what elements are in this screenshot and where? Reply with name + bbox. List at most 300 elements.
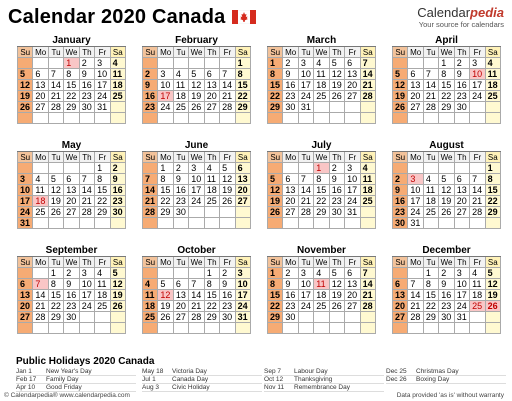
day-cell [486, 218, 501, 229]
day-cell: 31 [95, 102, 110, 113]
month-name: June [142, 140, 251, 152]
day-cell: 3 [80, 268, 95, 279]
day-cell: 21 [424, 91, 439, 102]
day-cell [330, 102, 345, 113]
day-cell: 20 [455, 196, 470, 207]
day-cell: 17 [189, 185, 204, 196]
day-cell: 27 [345, 91, 360, 102]
day-cell [111, 312, 126, 323]
holiday-name: New Year's Day [46, 368, 92, 375]
day-cell: 12 [220, 174, 235, 185]
day-cell: 20 [64, 196, 79, 207]
day-cell: 17 [299, 80, 314, 91]
day-cell: 9 [143, 80, 158, 91]
day-cell: 16 [455, 80, 470, 91]
day-cell [314, 102, 329, 113]
month-name: October [142, 245, 251, 257]
weekday-header: We [314, 47, 329, 58]
holiday-row [16, 368, 136, 376]
weekday-header: Fr [470, 152, 485, 163]
day-cell: 22 [158, 196, 173, 207]
day-cell: 31 [18, 218, 33, 229]
day-cell [49, 113, 64, 124]
day-cell: 8 [236, 69, 251, 80]
weekday-header: Su [268, 152, 283, 163]
day-cell: 27 [393, 312, 408, 323]
day-cell: 16 [283, 290, 298, 301]
weekday-header: We [439, 47, 454, 58]
day-cell: 21 [220, 91, 235, 102]
day-cell: 29 [64, 102, 79, 113]
day-cell: 20 [236, 185, 251, 196]
day-cell [470, 113, 485, 124]
day-cell: 16 [439, 290, 454, 301]
holiday-row [142, 368, 262, 376]
canada-flag-icon [232, 10, 256, 24]
day-cell: 30 [64, 312, 79, 323]
weekday-header: Tu [299, 47, 314, 58]
day-cell: 15 [236, 80, 251, 91]
day-cell [408, 323, 423, 334]
day-cell [236, 113, 251, 124]
day-cell: 30 [393, 218, 408, 229]
day-cell: 12 [330, 279, 345, 290]
holiday-name: Good Friday [46, 384, 82, 391]
day-cell: 17 [158, 91, 173, 102]
day-cell: 17 [95, 80, 110, 91]
day-cell [205, 113, 220, 124]
day-cell: 5 [268, 174, 283, 185]
holiday-row [264, 376, 384, 384]
day-cell: 26 [268, 207, 283, 218]
day-cell: 1 [268, 58, 283, 69]
day-cell: 18 [470, 290, 485, 301]
day-cell: 28 [33, 312, 48, 323]
day-cell [49, 58, 64, 69]
day-cell: 18 [361, 185, 376, 196]
day-cell: 12 [486, 279, 501, 290]
holiday-date: Oct 12 [264, 376, 284, 383]
day-cell: 26 [18, 102, 33, 113]
day-cell [361, 312, 376, 323]
day-cell: 24 [80, 301, 95, 312]
day-cell: 9 [80, 69, 95, 80]
holiday-column [264, 368, 384, 392]
day-cell [143, 113, 158, 124]
day-cell: 10 [236, 279, 251, 290]
day-cell: 12 [111, 279, 126, 290]
weekday-header: Tu [174, 257, 189, 268]
day-cell [299, 218, 314, 229]
day-cell: 2 [143, 69, 158, 80]
day-cell [95, 323, 110, 334]
weekday-header: Tu [49, 152, 64, 163]
day-cell [345, 218, 360, 229]
day-cell [158, 268, 173, 279]
day-cell: 28 [470, 207, 485, 218]
day-cell: 15 [486, 185, 501, 196]
day-cell: 7 [33, 279, 48, 290]
day-cell: 5 [439, 174, 454, 185]
day-cell: 10 [299, 279, 314, 290]
holiday-row [16, 384, 136, 392]
weekday-header: Th [455, 257, 470, 268]
day-cell [314, 218, 329, 229]
day-cell: 31 [408, 218, 423, 229]
holidays-title: Public Holidays 2020 Canada [16, 356, 155, 367]
day-cell: 14 [361, 279, 376, 290]
day-cell [143, 218, 158, 229]
day-cell [330, 113, 345, 124]
day-cell: 22 [236, 91, 251, 102]
holiday-row [16, 376, 136, 384]
day-cell: 24 [408, 207, 423, 218]
day-cell: 28 [49, 102, 64, 113]
holiday-date: Jan 1 [16, 368, 32, 375]
day-cell: 16 [64, 290, 79, 301]
day-cell: 26 [439, 207, 454, 218]
day-cell: 27 [455, 207, 470, 218]
weekday-header: Sa [361, 257, 376, 268]
day-cell [174, 268, 189, 279]
day-cell: 3 [189, 163, 204, 174]
day-cell: 19 [49, 196, 64, 207]
day-cell: 19 [111, 290, 126, 301]
weekday-header: Th [205, 47, 220, 58]
day-cell: 20 [174, 301, 189, 312]
day-cell: 5 [49, 174, 64, 185]
month-grid [392, 152, 501, 229]
day-cell: 1 [439, 58, 454, 69]
day-cell [455, 218, 470, 229]
day-cell [143, 268, 158, 279]
day-cell: 21 [299, 196, 314, 207]
day-cell: 16 [393, 196, 408, 207]
holiday-name: Canada Day [172, 376, 209, 383]
day-cell: 18 [314, 290, 329, 301]
day-cell: 6 [174, 279, 189, 290]
day-cell: 18 [111, 80, 126, 91]
day-cell: 19 [393, 91, 408, 102]
day-cell: 11 [486, 69, 501, 80]
day-cell [486, 312, 501, 323]
day-cell: 20 [283, 196, 298, 207]
day-cell: 28 [361, 301, 376, 312]
weekday-header: Mo [158, 152, 173, 163]
day-cell: 22 [95, 196, 110, 207]
day-cell: 14 [49, 80, 64, 91]
day-cell: 30 [330, 207, 345, 218]
day-cell: 1 [158, 163, 173, 174]
day-cell [111, 323, 126, 334]
day-cell: 9 [64, 279, 79, 290]
weekday-header: Sa [486, 152, 501, 163]
day-cell: 18 [205, 185, 220, 196]
day-cell [268, 323, 283, 334]
day-cell [470, 163, 485, 174]
weekday-header: Fr [95, 152, 110, 163]
day-cell: 27 [64, 207, 79, 218]
day-cell [189, 58, 204, 69]
day-cell: 17 [18, 196, 33, 207]
day-cell [470, 312, 485, 323]
day-cell: 28 [299, 207, 314, 218]
day-cell: 4 [486, 58, 501, 69]
day-cell: 20 [18, 301, 33, 312]
day-cell: 20 [33, 91, 48, 102]
day-cell: 4 [314, 58, 329, 69]
footer-disclaimer: Data provided 'as is' without warranty [396, 392, 504, 399]
day-cell: 5 [158, 279, 173, 290]
day-cell: 9 [283, 279, 298, 290]
day-cell: 8 [158, 174, 173, 185]
month-may [17, 140, 126, 231]
day-cell [283, 163, 298, 174]
month-grid [17, 152, 126, 229]
day-cell: 3 [158, 69, 173, 80]
day-cell: 2 [64, 268, 79, 279]
day-cell: 21 [80, 196, 95, 207]
day-cell: 31 [236, 312, 251, 323]
day-cell: 28 [361, 91, 376, 102]
day-cell: 22 [314, 196, 329, 207]
day-cell [361, 113, 376, 124]
weekday-header: Mo [33, 47, 48, 58]
weekday-header: Su [143, 257, 158, 268]
weekday-header: Fr [345, 152, 360, 163]
day-cell [64, 218, 79, 229]
month-april [392, 35, 501, 126]
holiday-column [16, 368, 136, 392]
day-cell [299, 163, 314, 174]
day-cell: 3 [455, 268, 470, 279]
month-name: August [392, 140, 501, 152]
day-cell [424, 113, 439, 124]
day-cell: 6 [408, 69, 423, 80]
day-cell [220, 323, 235, 334]
day-cell: 29 [268, 312, 283, 323]
day-cell: 9 [111, 174, 126, 185]
month-grid [142, 47, 251, 124]
day-cell: 1 [268, 268, 283, 279]
day-cell: 23 [393, 207, 408, 218]
day-cell [408, 113, 423, 124]
day-cell: 21 [361, 290, 376, 301]
day-cell [33, 218, 48, 229]
day-cell: 11 [174, 80, 189, 91]
day-cell: 4 [314, 268, 329, 279]
day-cell: 1 [486, 163, 501, 174]
day-cell [299, 113, 314, 124]
day-cell: 8 [439, 69, 454, 80]
day-cell: 2 [439, 268, 454, 279]
day-cell: 13 [174, 290, 189, 301]
day-cell: 24 [345, 196, 360, 207]
weekday-header: Mo [408, 47, 423, 58]
day-cell [424, 323, 439, 334]
holiday-date: Nov 11 [264, 384, 285, 391]
day-cell [314, 323, 329, 334]
day-cell: 5 [330, 58, 345, 69]
weekday-header: Tu [299, 152, 314, 163]
day-cell: 22 [205, 301, 220, 312]
day-cell: 26 [49, 207, 64, 218]
day-cell: 7 [143, 174, 158, 185]
month-grid [392, 47, 501, 124]
day-cell: 4 [174, 69, 189, 80]
weekday-header: Su [143, 152, 158, 163]
day-cell: 7 [299, 174, 314, 185]
day-cell: 29 [268, 102, 283, 113]
day-cell [345, 312, 360, 323]
day-cell: 11 [361, 174, 376, 185]
day-cell: 19 [330, 290, 345, 301]
day-cell: 2 [393, 174, 408, 185]
day-cell: 29 [314, 207, 329, 218]
weekday-header: Tu [424, 257, 439, 268]
day-cell [80, 323, 95, 334]
day-cell: 19 [486, 290, 501, 301]
month-name: February [142, 35, 251, 47]
holiday-date: Aug 3 [142, 384, 159, 391]
day-cell: 15 [424, 290, 439, 301]
holiday-row [142, 384, 262, 392]
weekday-header: Th [330, 257, 345, 268]
weekday-header: Tu [424, 152, 439, 163]
day-cell: 22 [424, 301, 439, 312]
weekday-header: Su [268, 47, 283, 58]
weekday-header: Th [330, 152, 345, 163]
day-cell: 11 [111, 69, 126, 80]
day-cell: 30 [111, 207, 126, 218]
day-cell: 29 [158, 207, 173, 218]
day-cell [314, 113, 329, 124]
weekday-header: We [64, 257, 79, 268]
weekday-header: Mo [33, 257, 48, 268]
holiday-date: Apr 10 [16, 384, 36, 391]
day-cell: 11 [470, 279, 485, 290]
day-cell: 8 [268, 279, 283, 290]
day-cell: 24 [95, 91, 110, 102]
day-cell: 7 [189, 279, 204, 290]
day-cell: 29 [439, 102, 454, 113]
month-grid [392, 257, 501, 334]
day-cell [268, 163, 283, 174]
day-cell [455, 163, 470, 174]
weekday-header: Th [205, 152, 220, 163]
day-cell [143, 323, 158, 334]
day-cell: 5 [486, 268, 501, 279]
weekday-header: Sa [111, 47, 126, 58]
day-cell [189, 268, 204, 279]
month-name: December [392, 245, 501, 257]
day-cell [174, 218, 189, 229]
weekday-header: Th [80, 47, 95, 58]
day-cell: 23 [80, 91, 95, 102]
weekday-header: Fr [470, 257, 485, 268]
day-cell: 6 [455, 174, 470, 185]
day-cell: 8 [95, 174, 110, 185]
day-cell: 10 [158, 80, 173, 91]
day-cell: 3 [299, 58, 314, 69]
day-cell: 21 [143, 196, 158, 207]
day-cell [268, 218, 283, 229]
day-cell: 24 [236, 301, 251, 312]
day-cell: 22 [64, 91, 79, 102]
weekday-header: Fr [220, 47, 235, 58]
day-cell [455, 113, 470, 124]
weekday-header: We [189, 152, 204, 163]
day-cell: 13 [236, 174, 251, 185]
day-cell: 26 [393, 102, 408, 113]
weekday-header: Su [393, 257, 408, 268]
day-cell [439, 218, 454, 229]
day-cell [158, 218, 173, 229]
day-cell: 23 [283, 301, 298, 312]
day-cell: 2 [220, 268, 235, 279]
day-cell: 8 [424, 279, 439, 290]
day-cell [299, 323, 314, 334]
day-cell: 9 [455, 69, 470, 80]
day-cell: 9 [393, 185, 408, 196]
day-cell: 27 [236, 196, 251, 207]
day-cell: 10 [470, 69, 485, 80]
day-cell: 16 [220, 290, 235, 301]
day-cell: 7 [408, 279, 423, 290]
day-cell: 19 [220, 185, 235, 196]
weekday-header: Sa [111, 152, 126, 163]
day-cell: 11 [143, 290, 158, 301]
weekday-header: Fr [470, 47, 485, 58]
day-cell: 7 [220, 69, 235, 80]
month-name: January [17, 35, 126, 47]
day-cell: 13 [408, 80, 423, 91]
day-cell: 2 [455, 58, 470, 69]
day-cell: 31 [455, 312, 470, 323]
day-cell: 15 [439, 80, 454, 91]
day-cell: 8 [314, 174, 329, 185]
day-cell: 4 [143, 279, 158, 290]
day-cell [439, 323, 454, 334]
day-cell: 17 [470, 80, 485, 91]
day-cell [361, 218, 376, 229]
day-cell [158, 323, 173, 334]
day-cell: 24 [299, 301, 314, 312]
day-cell: 7 [361, 268, 376, 279]
weekday-header: We [189, 47, 204, 58]
day-cell: 16 [283, 80, 298, 91]
weekday-header: Th [80, 257, 95, 268]
holiday-row [264, 384, 384, 392]
month-grid [142, 257, 251, 334]
day-cell: 19 [439, 196, 454, 207]
day-cell: 30 [455, 102, 470, 113]
weekday-header: We [64, 152, 79, 163]
day-cell: 18 [424, 196, 439, 207]
day-cell: 14 [220, 80, 235, 91]
day-cell: 25 [486, 91, 501, 102]
day-cell: 14 [361, 69, 376, 80]
day-cell [33, 58, 48, 69]
day-cell: 3 [18, 174, 33, 185]
day-cell: 24 [299, 91, 314, 102]
day-cell: 22 [439, 91, 454, 102]
weekday-header: We [64, 47, 79, 58]
day-cell: 13 [283, 185, 298, 196]
month-october [142, 245, 251, 336]
month-name: April [392, 35, 501, 47]
day-cell: 24 [455, 301, 470, 312]
